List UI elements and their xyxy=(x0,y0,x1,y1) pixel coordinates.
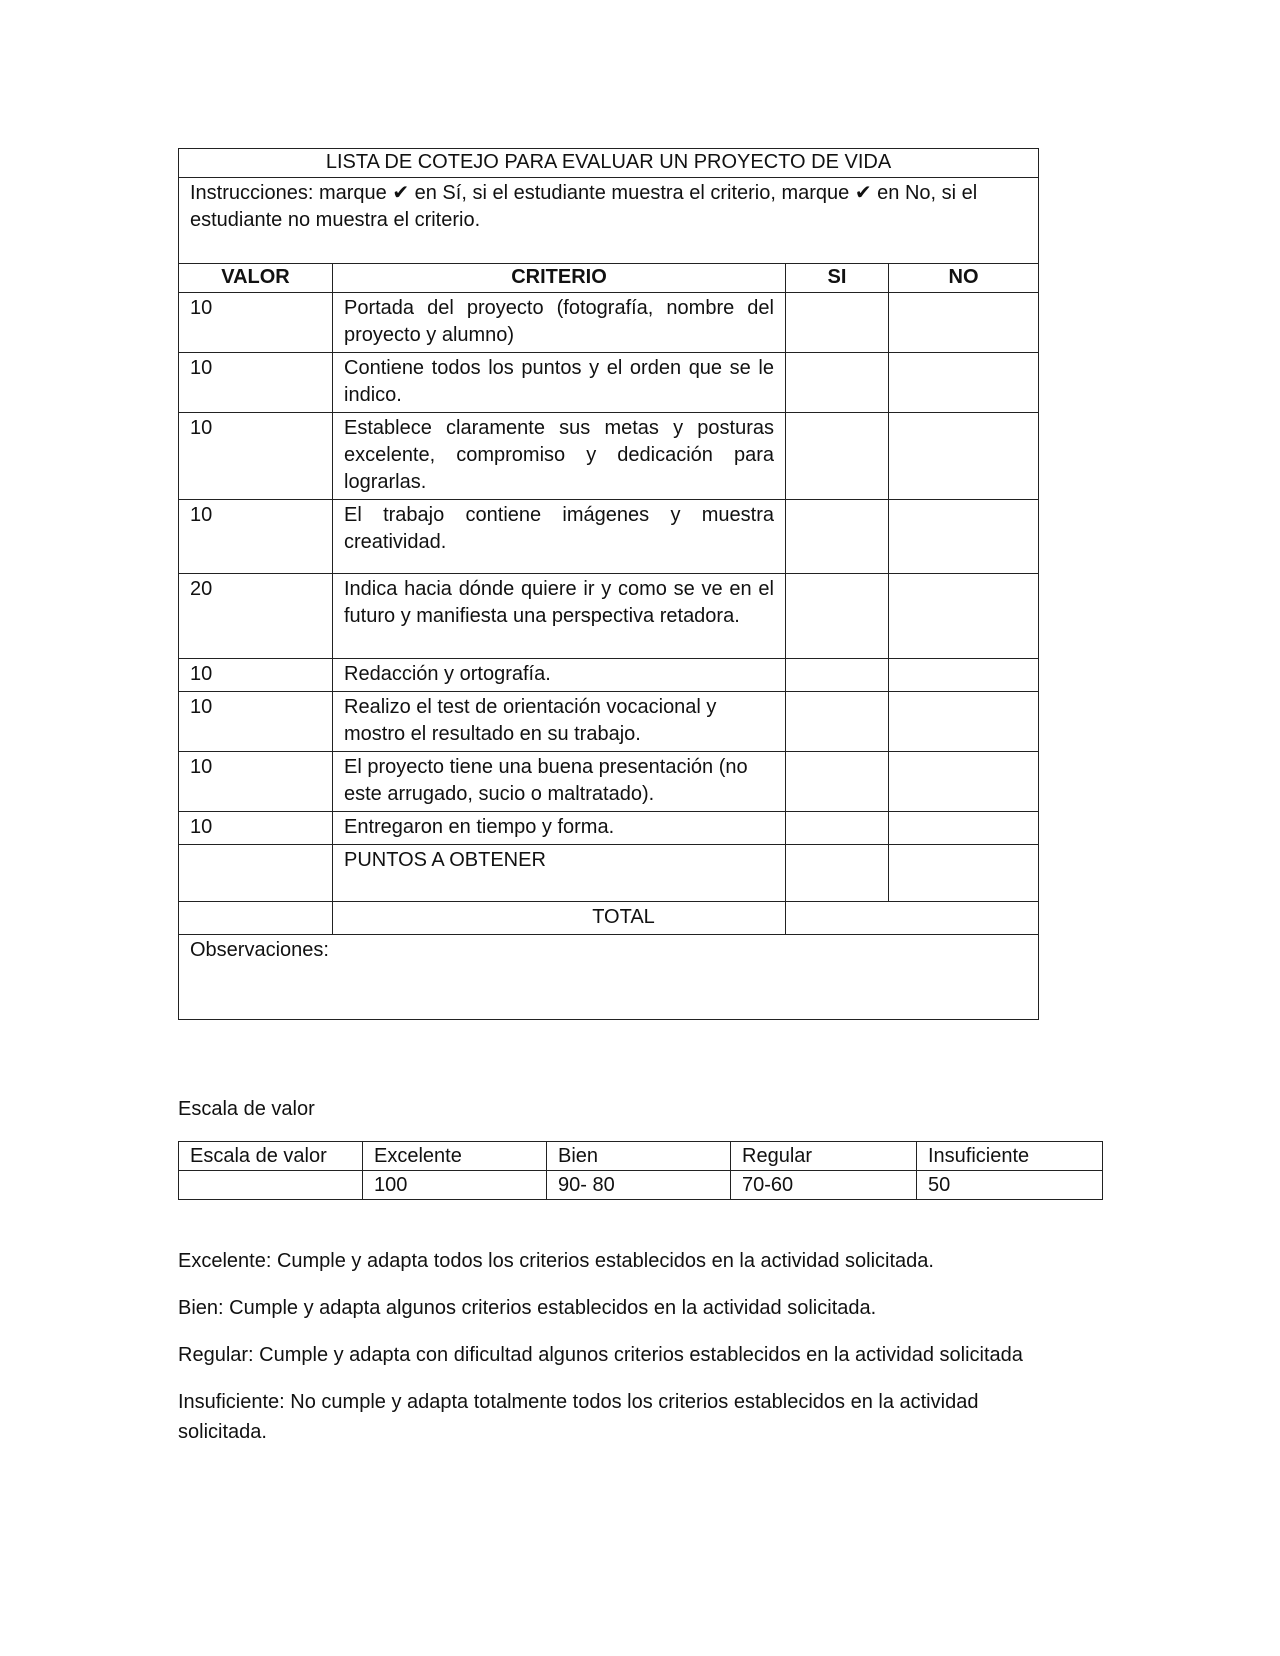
points-no-cell[interactable] xyxy=(889,845,1039,902)
valor-cell: 10 xyxy=(179,413,333,500)
instructions-row xyxy=(179,178,1039,264)
si-cell[interactable] xyxy=(786,293,889,353)
scale-value-cell: 90- 80 xyxy=(547,1171,731,1200)
criterio-cell: Establece claramente sus metas y posturas excelente, compromiso y dedicación para lograrlas. xyxy=(333,413,786,500)
criterio-cell: Redacción y ortografía. xyxy=(333,659,786,692)
valor-cell: 10 xyxy=(179,293,333,353)
no-cell[interactable] xyxy=(889,293,1039,353)
scale-header-cell: Escala de valor xyxy=(179,1142,363,1171)
table-row xyxy=(179,293,1039,353)
points-row xyxy=(179,845,1039,902)
points-valor-cell xyxy=(179,845,333,902)
table-row xyxy=(179,812,1039,845)
instructions-text: Instrucciones: marque ✔ en Sí, si el estudiante muestra el criterio, marque ✔ en No, si el estudiante no muestra el criterio. xyxy=(179,178,1039,264)
scale-value-cell: 50 xyxy=(917,1171,1103,1200)
total-value-cell[interactable] xyxy=(786,902,1039,935)
scale-header-cell: Bien xyxy=(547,1142,731,1171)
no-cell[interactable] xyxy=(889,500,1039,574)
checklist-title: LISTA DE COTEJO PARA EVALUAR UN PROYECTO DE VIDA xyxy=(179,149,1039,178)
valor-cell: 10 xyxy=(179,752,333,812)
scale-header-cell: Insuficiente xyxy=(917,1142,1103,1171)
scale-value-row xyxy=(179,1171,1103,1200)
table-row xyxy=(179,353,1039,413)
valor-cell: 10 xyxy=(179,659,333,692)
criterio-cell: El trabajo contiene imágenes y muestra creatividad. xyxy=(333,500,786,574)
si-cell[interactable] xyxy=(786,413,889,500)
header-row xyxy=(179,264,1039,293)
table-row xyxy=(179,752,1039,812)
valor-cell: 10 xyxy=(179,500,333,574)
observations-label[interactable]: Observaciones: xyxy=(179,935,1039,1020)
description-regular: Regular: Cumple y adapta con dificultad algunos criterios establecidos en la actividad solicitada xyxy=(178,1344,1023,1366)
scale-heading: Escala de valor xyxy=(178,1098,315,1120)
total-label: TOTAL xyxy=(333,902,786,935)
table-row xyxy=(179,500,1039,574)
si-cell[interactable] xyxy=(786,692,889,752)
header-valor: VALOR xyxy=(179,264,333,293)
description-excelente: Excelente: Cumple y adapta todos los criterios establecidos en la actividad solicitada. xyxy=(178,1250,934,1272)
scale-header-cell: Excelente xyxy=(363,1142,547,1171)
table-row xyxy=(179,413,1039,500)
description-bien: Bien: Cumple y adapta algunos criterios establecidos en la actividad solicitada. xyxy=(178,1297,877,1319)
header-no: NO xyxy=(889,264,1039,293)
si-cell[interactable] xyxy=(786,500,889,574)
scale-value-cell: 70-60 xyxy=(731,1171,917,1200)
valor-cell: 20 xyxy=(179,574,333,659)
header-si: SI xyxy=(786,264,889,293)
no-cell[interactable] xyxy=(889,752,1039,812)
points-si-cell[interactable] xyxy=(786,845,889,902)
table-row xyxy=(179,692,1039,752)
scale-value-cell xyxy=(179,1171,363,1200)
scale-table xyxy=(178,1141,1103,1200)
table-row xyxy=(179,659,1039,692)
header-criterio: CRITERIO xyxy=(333,264,786,293)
valor-cell: 10 xyxy=(179,812,333,845)
scale-value-cell: 100 xyxy=(363,1171,547,1200)
valor-cell: 10 xyxy=(179,692,333,752)
criterio-cell: Indica hacia dónde quiere ir y como se ve en el futuro y manifiesta una perspectiva retadora. xyxy=(333,574,786,659)
criterio-cell: Contiene todos los puntos y el orden que se le indico. xyxy=(333,353,786,413)
si-cell[interactable] xyxy=(786,752,889,812)
total-empty-cell xyxy=(179,902,333,935)
no-cell[interactable] xyxy=(889,413,1039,500)
valor-cell: 10 xyxy=(179,353,333,413)
si-cell[interactable] xyxy=(786,574,889,659)
criterio-cell: Portada del proyecto (fotografía, nombre del proyecto y alumno) xyxy=(333,293,786,353)
checklist-title-row xyxy=(179,149,1039,178)
no-cell[interactable] xyxy=(889,574,1039,659)
total-row xyxy=(179,902,1039,935)
table-row xyxy=(179,574,1039,659)
no-cell[interactable] xyxy=(889,692,1039,752)
no-cell[interactable] xyxy=(889,659,1039,692)
scale-header-cell: Regular xyxy=(731,1142,917,1171)
no-cell[interactable] xyxy=(889,353,1039,413)
points-label: PUNTOS A OBTENER xyxy=(333,845,786,902)
no-cell[interactable] xyxy=(889,812,1039,845)
si-cell[interactable] xyxy=(786,659,889,692)
scale-header-row xyxy=(179,1142,1103,1171)
description-insuficiente: Insuficiente: No cumple y adapta totalmente todos los criterios establecidos en la actividad solicitada. xyxy=(178,1391,979,1443)
si-cell[interactable] xyxy=(786,353,889,413)
checklist-table xyxy=(178,148,1039,1020)
criterio-cell: Entregaron en tiempo y forma. xyxy=(333,812,786,845)
criterio-cell: Realizo el test de orientación vocacional y mostro el resultado en su trabajo. xyxy=(333,692,786,752)
si-cell[interactable] xyxy=(786,812,889,845)
criterio-cell: El proyecto tiene una buena presentación (no este arrugado, sucio o maltratado). xyxy=(333,752,786,812)
observations-row xyxy=(179,935,1039,1020)
